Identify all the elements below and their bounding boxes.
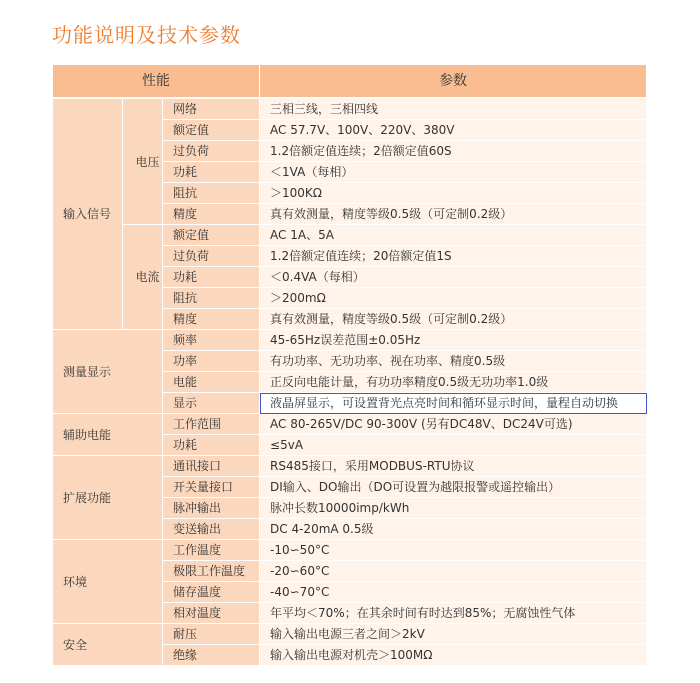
- param-name: 相对温度: [163, 603, 260, 624]
- param-value-selected[interactable]: 液晶屏显示，可设置背光点亮时间和循环显示时间，量程自动切换: [260, 393, 647, 414]
- header-feature: 性能: [53, 65, 260, 99]
- table-row: [53, 456, 647, 477]
- param-value: -20∽60°C: [260, 561, 647, 582]
- group-extension: 扩展功能: [53, 456, 163, 540]
- param-name: 开关量接口: [163, 477, 260, 498]
- group-input: 输入信号: [53, 98, 123, 330]
- param-name: 工作温度: [163, 540, 260, 561]
- param-name: 频率: [163, 330, 260, 351]
- header-row: [53, 65, 647, 99]
- param-name: 精度: [163, 204, 260, 225]
- group-environment: 环境: [53, 540, 163, 624]
- page-title: 功能说明及技术参数: [52, 23, 241, 47]
- table-row: [53, 624, 647, 645]
- param-value: 输入输出电源对机壳＞100MΩ: [260, 645, 647, 666]
- spec-table: [52, 64, 647, 666]
- param-name: 储存温度: [163, 582, 260, 603]
- param-value: 正反向电能计量，有功功率精度0.5级无功功率1.0级: [260, 372, 647, 393]
- param-value: -10∽50°C: [260, 540, 647, 561]
- group-aux-power: 辅助电能: [53, 414, 163, 456]
- subgroup-current: 电流: [123, 225, 163, 330]
- param-value: 1.2倍额定值连续；20倍额定值1S: [260, 246, 647, 267]
- param-value: 1.2倍额定值连续；2倍额定值60S: [260, 141, 647, 162]
- param-value: RS485接口，采用MODBUS-RTU协议: [260, 456, 647, 477]
- table-row: [53, 414, 647, 435]
- param-name: 额定值: [163, 120, 260, 141]
- param-name: 工作范围: [163, 414, 260, 435]
- group-measure: 测量显示: [53, 330, 163, 414]
- param-name: 电能: [163, 372, 260, 393]
- param-name: 精度: [163, 309, 260, 330]
- param-value: 输入输出电源三者之间＞2kV: [260, 624, 647, 645]
- param-value: ＜1VA（每相）: [260, 162, 647, 183]
- param-name: 功耗: [163, 162, 260, 183]
- param-value: 有功功率、无功功率、视在功率、精度0.5级: [260, 351, 647, 372]
- table-row: [53, 225, 647, 246]
- header-params: 参数: [260, 65, 647, 99]
- param-name: 通讯接口: [163, 456, 260, 477]
- param-name: 网络: [163, 98, 260, 120]
- param-value: 年平均＜70%；在其余时间有时达到85%；无腐蚀性气体: [260, 603, 647, 624]
- param-value: DC 4-20mA 0.5级: [260, 519, 647, 540]
- param-value: AC 1A、5A: [260, 225, 647, 246]
- param-name: 脉冲输出: [163, 498, 260, 519]
- param-name: 功耗: [163, 267, 260, 288]
- param-value: 三相三线，三相四线: [260, 98, 647, 120]
- param-value: ＞100KΩ: [260, 183, 647, 204]
- group-safety: 安全: [53, 624, 163, 666]
- param-value: 真有效测量，精度等级0.5级（可定制0.2级）: [260, 204, 647, 225]
- param-name: 额定值: [163, 225, 260, 246]
- param-name: 显示: [163, 393, 260, 414]
- param-value: AC 57.7V、100V、220V、380V: [260, 120, 647, 141]
- param-value: 45-65Hz误差范围±0.05Hz: [260, 330, 647, 351]
- subgroup-voltage: 电压: [123, 98, 163, 225]
- param-value: DI输入、DO输出（DO可设置为越限报警或遥控输出）: [260, 477, 647, 498]
- param-name: 过负荷: [163, 141, 260, 162]
- param-name: 阻抗: [163, 288, 260, 309]
- param-value: 真有效测量，精度等级0.5级（可定制0.2级）: [260, 309, 647, 330]
- table-row: [53, 330, 647, 351]
- param-value: AC 80-265V/DC 90-300V (另有DC48V、DC24V可选): [260, 414, 647, 435]
- table-row: [53, 540, 647, 561]
- param-value: 脉冲长数10000imp/kWh: [260, 498, 647, 519]
- param-value: ＜0.4VA（每相）: [260, 267, 647, 288]
- param-value: -40∽70°C: [260, 582, 647, 603]
- param-name: 极限工作温度: [163, 561, 260, 582]
- param-name: 变送输出: [163, 519, 260, 540]
- param-name: 耐压: [163, 624, 260, 645]
- param-name: 功耗: [163, 435, 260, 456]
- param-value: ≤5vA: [260, 435, 647, 456]
- param-value: ＞200mΩ: [260, 288, 647, 309]
- param-name: 阻抗: [163, 183, 260, 204]
- table-row: [53, 98, 647, 120]
- param-name: 绝缘: [163, 645, 260, 666]
- param-name: 过负荷: [163, 246, 260, 267]
- param-name: 功率: [163, 351, 260, 372]
